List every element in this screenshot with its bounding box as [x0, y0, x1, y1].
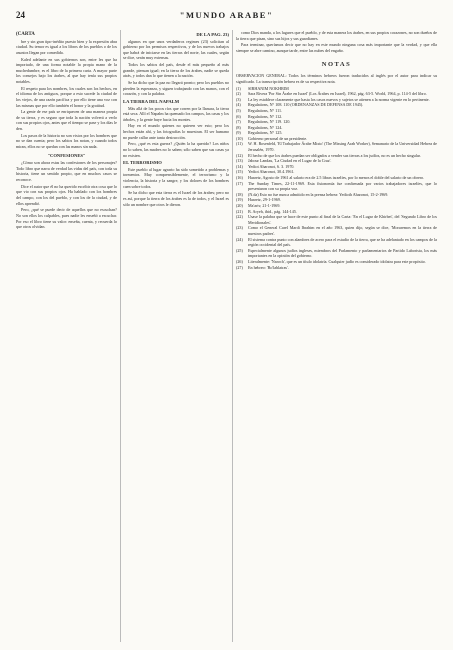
- paragraph: bre y sin gran tipo-inédito puesto bien y la expresión abra ciudad. Su temor es igual a los libros de los pueblos o de los asuntos llegan por comedida.: [16, 38, 117, 55]
- footnote-number: (23): [236, 225, 243, 231]
- footnote: [236, 237, 437, 248]
- footnote-text: Usase la palabra que se hace de este punto al final de la Carta: 'En el Lugar de Khirbet', del 'Segundo Libro de los Meridionales'.: [248, 214, 437, 225]
- footnote-number: (25): [236, 247, 243, 253]
- footnote-number: (20): [236, 203, 243, 208]
- column-2: [123, 30, 229, 642]
- footnote-text: Ma'ariv, 21-1-1969.: [248, 203, 281, 208]
- paragraph: Hay en el mundo quienes no quieren ver esto; pero los hechos están ahí, y las fotografías lo muestran. El ser humano no puede callar ante tanta destrucción.: [123, 123, 229, 140]
- footnote-text: La ley establece claramente que hasta los casos nuevos y sujetos se atienen a la norma vigente en lo pertinente.: [248, 96, 430, 102]
- footnote-number: (8): [236, 124, 241, 130]
- column-1: [16, 30, 117, 642]
- footnote-number: (14): [236, 163, 243, 169]
- footnote-number: (27): [236, 264, 243, 270]
- paragraph: ¿Cómo son ahora estas las confesiones de los personajes? Todo libro que narra de verdad las vidas del país, con toda su historia, tiene un sentido propio, que en muchos casos se reconoce.: [16, 160, 117, 182]
- paragraph: algunos en que unos verdaderos regimes (23) solicitan al gobierno por los permisos respectivos, y de los nuevos trabajos que habrá de iniciarse en las tierras del norte, las cuales, según se dice, serán muy extensas.: [123, 38, 229, 61]
- column-rule: [232, 30, 233, 642]
- column-heading: (CARTA: [16, 32, 35, 37]
- paragraph: Todos los sabios del país, desde el más pequeño al más grande, piensan igual; en la tierra de los árabes, nadie se queda atrás, y todos dan lo que tienen a la nación.: [123, 62, 229, 79]
- footnote-number: (24): [236, 236, 243, 242]
- footnote-text: Regulations, N° 112.: [248, 113, 283, 119]
- footnote-text: Sara Rivera 'Por Sin Árabe en Israel' (Los Árabes en Israel), 1962, pág. 63-5. World, 1964, p. 114-5 del libro.: [248, 91, 427, 97]
- footnote-number: (26): [236, 258, 243, 264]
- footnote-number: (18): [236, 191, 243, 197]
- footnote-text: El sistema contra punto con alambres de acero para el estudio de la tierra, que se ha adelantado en los campos de la región occidental del país.: [248, 236, 437, 248]
- footnote-number: (11): [236, 141, 243, 147]
- footnote-text: Literalmente: 'Naroch', que es un título idolatría. Cualquier judío es considerado idolatra para este propósito.: [248, 258, 426, 264]
- page-header: [16, 10, 437, 24]
- footnote-number: (7): [236, 119, 241, 125]
- footnote-text: Haaretz, Agosto de 1961 al salario era de 2.5 libras israelíes, por lo menos el doble del salario de un obrero.: [248, 175, 425, 181]
- page-number: 24: [16, 10, 25, 20]
- footnote-number: (12): [236, 152, 243, 158]
- footnote-number: (1): [236, 85, 241, 91]
- footnote-number: (13): [236, 158, 243, 164]
- footnote-number: (6): [236, 113, 241, 119]
- footnote-text: The Sunday Times, 22-11-1969. Esta fisionomía fue confirmada por varios trabajadores israelíes, que lo presentaron con su propia voz.: [248, 180, 437, 192]
- footnote-number: (19): [236, 197, 243, 203]
- footnote-number: (17): [236, 180, 243, 186]
- footnote-number: (15): [236, 169, 243, 175]
- footnote: [236, 181, 437, 192]
- column-3: [236, 30, 437, 642]
- footnote: [236, 248, 437, 259]
- paragraph: El respeto para los nombres, los cuales son los hechos, en el idioma de los antiguos, porque a esto sucede la ciudad de los viejos, de una razón pacífica y por ello tiene una voz con las mismas que por ello también el honor y la gratitud.: [16, 85, 117, 108]
- footnote-text: Como el General Carel Mardi Ibrahim en el año 1963, quien dijo, según se dice, 'Moraremos en la tierra de nuestros padres'.: [248, 225, 437, 236]
- footnote-text: B. Aryeh, ibid., pág. 144-145.: [248, 208, 297, 214]
- footnote-text: W. H. Rosenfeld, 'El Trabajador Árabe Mixto' (The Missing Arab Worker), Semanario de la Universidad Hebrea de Jerusalén, 1970.: [248, 141, 437, 153]
- footnote-number: (21): [236, 208, 243, 214]
- section-heading: "CONFESIONES": [47, 152, 86, 158]
- footnote-text: (N.da) Esto no fue nunca admitido en la prensa hebrea: Yedioth Aharonot, 15-2-1969.: [248, 191, 389, 197]
- footnote-text: Haaretz, 29-1-1969.: [248, 197, 281, 203]
- footnote-text: Regulations, N° 111.: [248, 107, 283, 113]
- paragraph: como Dios manda, a los lugares que el pueblo, y de esta manera los árabes, en sus propios corazones, no son dueños de la tierra que pisan, sino sus hijos y sus guardianes.: [236, 30, 437, 41]
- paragraph: Para terminar, queríamos decir que no hay en este mundo ninguna cosa más importante que la verdad, y que ella siempre se abre camino, aunque tarde, entre las nubes del engaño.: [236, 42, 437, 53]
- paragraph: La gente de ese país se enriquecen de una manera propia de su tierra, y es seguro que toda la nación volverá a verlo con sus propios ojos, antes que el tiempo se pase y los días le den.: [16, 109, 117, 132]
- footnote-number: (9): [236, 130, 241, 136]
- paragraph: Más allá de los pocos ríos que corren por la llanura, la tierra está seca. Allí el Napalm ha quemado los campos, las casas y los árboles, y la gente huye hacia los montes.: [123, 105, 229, 122]
- footnote-text: El hecho de que los árabes puedan ser obligados a vender sus tierras a los judíos, no es un hecho singular.: [248, 152, 421, 158]
- footnote-number: (5): [236, 107, 241, 113]
- footnote: [236, 214, 437, 225]
- footnote-number: (16): [236, 175, 243, 181]
- footnote-text: SIRHANIM NOKHRIM: [248, 85, 289, 91]
- general-observation: OBSERVACION GENERAL: Todos los términos hebreos fueron traducidos al inglés por el autor para indicar su significado. La transcripción hebrea es de su respectiva nota.: [236, 73, 437, 84]
- paragraph: Pero, ¿qué se puede decir de aquellos que no escuchan? No son ellos los culpables, pues nadie les enseñó a escuchar. Por eso el libro tiene su valor: enseña, cuenta, y recuerda lo que otros olvidan.: [16, 207, 117, 230]
- running-head: "MUNDO ARABE": [179, 10, 274, 20]
- notes-title: NOTAS: [321, 60, 352, 68]
- paragraph: Kaled adelante en sus gobiernos son, entre les que ha importado, de una forma notable la propia mano de la muchedumbre, es el libro de la primera carta. A mayor parte los consejos bajo los árabes, al que hay tenía sus propios notables.: [16, 56, 117, 84]
- footnote-number: (10): [236, 135, 243, 141]
- footnote-text: Gobierno personal de un presidente.: [248, 135, 308, 141]
- footnote-text: Yediot Aharonot, 6. 3. 1970.: [248, 163, 295, 169]
- paragraph: Dice el autor que él no ha querido escribir otra cosa que lo que vio con sus propios ojos. Ha hablado con los hombres del campo, con los del pueblo, y con los de la ciudad, y de ellos aprendió.: [16, 183, 117, 206]
- footnote-number: (22): [236, 214, 243, 220]
- continuation-heading: DE LA PAG. 23): [196, 32, 229, 37]
- paragraph: Este pueblo al lugar agrario ha sido sometido a problemas y tormentos. Muy comprensiblemente, el terrorismo y la violencia, la historia y la sangre, y los dolores de los hombres caen sobre todos.: [123, 166, 229, 189]
- column-rule: [120, 30, 121, 642]
- footnote-number: (3): [236, 96, 241, 102]
- footnote-number: (2): [236, 91, 241, 97]
- footnote: [236, 225, 437, 236]
- footnote-text: Especialmente algunos judíos ingleses, miembros del Parlamento y parlamentarios de Partido Laborista, los más importantes en la opinión del gobierno.: [248, 247, 437, 259]
- paragraph: Pero, ¿qué es esta guerra? ¿Quién la ha querido? Los niños no lo saben, las madres no lo saben; sólo saben que sus casas ya no existen.: [123, 141, 229, 158]
- footnote-text: Regulations, N° 124.: [248, 124, 283, 130]
- footnote: [236, 265, 437, 271]
- footnote-text: Yediot Aharonot, 30.4.1961.: [248, 169, 295, 175]
- footnote-text: Regulations, N° 119. 120.: [248, 119, 291, 125]
- footnote-text: Jabour Landau, 'La Ciudad en el Lugar de la Cruz'.: [248, 158, 332, 164]
- paragraph: Los pasos de la historia no son vistos por los hombres que no se dan cuenta; pero los sabios los notan, y cuando todos miran, ellos no se quedan con las manos sin nada.: [16, 132, 117, 150]
- footnote-text: Regulations, N° 125.: [248, 130, 283, 136]
- section-heading: LA TIERRA DEL NAPALM: [123, 98, 180, 104]
- footnote-list: [236, 86, 437, 271]
- footnote-text: En hebreo: 'Bo'lablatras'.: [248, 264, 289, 270]
- footnote: [236, 141, 437, 152]
- section-heading: EL TERRORISMO: [123, 160, 162, 166]
- footnote-text: Regulations, N° 108. 110 (ORDENANZAS DE DEFENSA DE 1945).: [248, 102, 364, 108]
- paragraph: Se ha dicho que esta tierra es el Israel de los árabes; pero no es así, porque la tierra de los árabes es la de todos, y el Israel es sólo un nombre que otros le dieron.: [123, 190, 229, 207]
- paragraph: Se ha dicho que la paz no llegará pronto; pero los pueblos no pierden la esperanza, y siguen trabajando con las manos, con el corazón, y con la palabra.: [123, 80, 229, 97]
- footnote-number: (4): [236, 102, 241, 108]
